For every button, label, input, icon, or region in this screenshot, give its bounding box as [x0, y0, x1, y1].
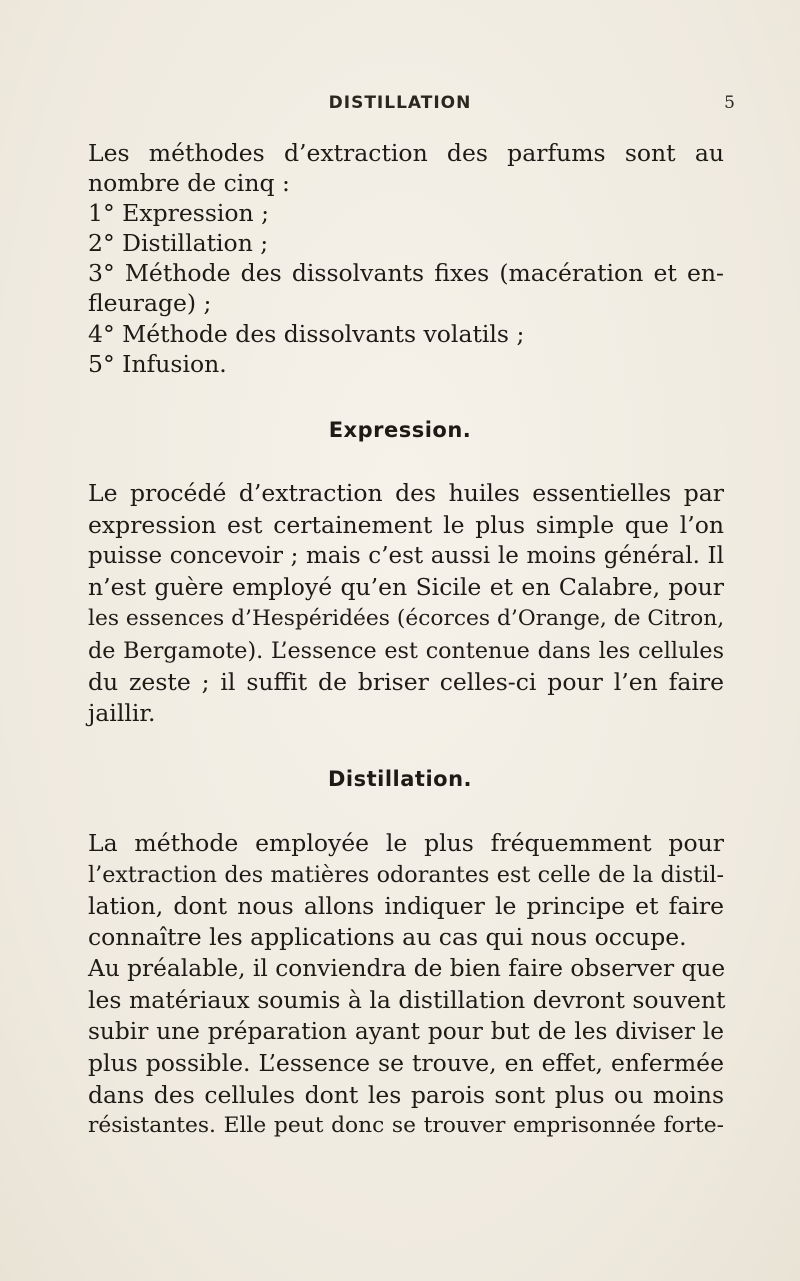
text-line: plus possible. L’essence se trouve, en effet, enfermée [88, 1049, 724, 1077]
text-line: les matériaux soumis à la distillation devront souvent [88, 986, 726, 1014]
text-line: du zeste ; il suffit de briser celles-ci pour l’en faire [88, 668, 724, 696]
list-item: 5° Infusion. [88, 350, 227, 378]
text-line: Les méthodes d’extraction des parfums sont au [88, 139, 724, 167]
text-line: La méthode employée le plus fréquemment pour [88, 829, 724, 857]
text-line: Au préalable, il conviendra de bien faire observer que [88, 955, 726, 982]
text-line: subir une préparation ayant pour but de les diviser le [88, 1018, 724, 1045]
text-line: expression est certainement le plus simple que l’on [88, 511, 724, 539]
text-line: dans des cellules dont les parois sont plus ou moins [88, 1081, 724, 1109]
text-line: n’est guère employé qu’en Sicile et en Calabre, pour [88, 573, 724, 601]
page-number: 5 [724, 93, 736, 113]
list-item: 3° Méthode des dissolvants fixes (macération et en- [88, 259, 724, 287]
list-item: 4° Méthode des dissolvants volatils ; [88, 320, 525, 348]
text-line: puisse concevoir ; mais c’est aussi le moins général. Il [88, 543, 724, 569]
text-line: lation, dont nous allons indiquer le principe et faire [88, 892, 724, 920]
text-line: les essences d’Hespéridées (écorces d’Orange, de Citron, [88, 606, 725, 631]
section-heading-distillation: Distillation. [327, 767, 473, 791]
list-item: 1° Expression ; [88, 199, 270, 227]
text-line: jaillir. [88, 699, 156, 727]
text-line: de Bergamote). L’essence est contenue dans les cellules [88, 638, 724, 664]
running-title: DISTILLATION [328, 93, 472, 113]
text-line: nombre de cinq : [88, 169, 290, 197]
text-line: résistantes. Elle peut donc se trouver emprisonnée forte- [88, 1113, 724, 1138]
running-head [0, 93, 800, 117]
section-heading-expression: Expression. [328, 418, 472, 442]
list-item: 2° Distillation ; [88, 229, 269, 257]
text-line: Le procédé d’extraction des huiles essentielles par [88, 479, 724, 507]
text-line: fleurage) ; [88, 289, 212, 317]
text-line: connaître les applications au cas qui nous occupe. [88, 923, 687, 951]
text-line: l’extraction des matières odorantes est celle de la distil- [88, 862, 724, 888]
